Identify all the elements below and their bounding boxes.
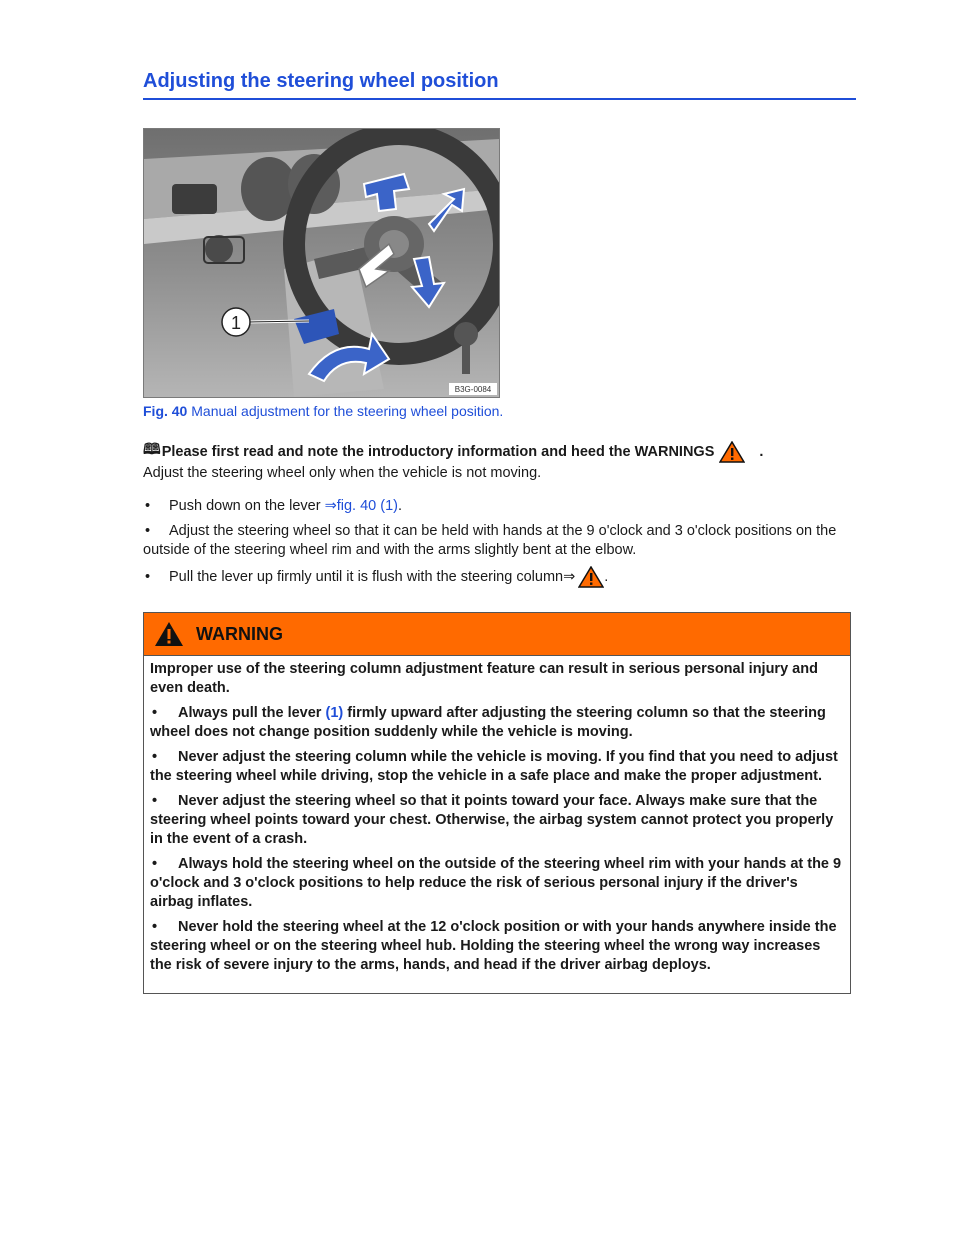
warning-label: WARNING [196, 623, 283, 644]
warning-header [144, 613, 850, 656]
callout-number: 1 [230, 313, 242, 333]
warning-triangle-icon[interactable] [719, 441, 745, 463]
warning-arrow[interactable]: ⇒ [563, 568, 576, 585]
bullet-icon: • [145, 523, 151, 539]
step-item: • Pull the lever up firmly until it is flush with the steering column ⇒ . [143, 566, 843, 588]
warning-item: • Never adjust the steering column while the vehicle is moving. If you find that you need to adjust the steering wheel while driving, stop the vehicle in a safe place and make the proper adjustment. [150, 749, 838, 784]
figure-caption [143, 403, 503, 419]
warning-box [143, 612, 851, 994]
bullet-icon: • [145, 568, 151, 585]
warning-body [144, 656, 850, 975]
step-item: • Push down on the lever ⇒fig. 40 (1). [145, 498, 403, 514]
warning-item: • Never adjust the steering wheel so that it points toward your face. Always make sure that the steering wheel points toward your chest. Otherwise, the airbag system cannot protect you properly in the event of a crash. [150, 793, 834, 847]
fig-40-link[interactable]: ⇒fig. 40 (1) [324, 498, 398, 514]
intro-text: Please first read and note the introductory information and heed the WARNINGS [161, 443, 715, 460]
warning-icon [154, 621, 184, 647]
steering-wheel-figure [143, 128, 500, 398]
lever-link[interactable]: (1) [325, 705, 344, 721]
intro-note [143, 439, 763, 464]
warning-triangle-icon[interactable] [578, 566, 604, 588]
warning-item: • Always hold the steering wheel on the outside of the steering wheel rim with your hands at the 9 o'clock and 3 o'clock positions to help reduce the risk of serious personal injury if the driver's airbag inflates. [150, 856, 842, 910]
step-item: • Adjust the steering wheel so that it can be held with hands at the 9 o'clock and 3 o'clock positions on the outside of the steering wheel rim and with the arms slightly bent at the elbow. [143, 523, 837, 558]
caption-fig-number: Fig. 40 [143, 403, 188, 419]
caption-text: Manual adjustment for the steering wheel position. [187, 403, 504, 419]
warning-item: • Never hold the steering wheel at the 12 o'clock position or with your hands anywhere inside the steering wheel or on the steering wheel hub. Holding the steering wheel the wrong way increases the risk of severe injury to the arms, hands, and head if the driver airbag deploys. [150, 919, 837, 973]
intro-suffix: . [759, 443, 764, 460]
steering-wheel-illustration [144, 129, 499, 397]
warning-intro: Improper use of the steering column adjustment feature can result in serious personal injury and even death. [150, 661, 818, 696]
bullet-icon: • [145, 498, 151, 514]
figure-code: B3G-0084 [454, 385, 492, 394]
book-icon: 🕮 [143, 441, 161, 458]
body-paragraph: Adjust the steering wheel only when the vehicle is not moving. [143, 465, 542, 481]
warning-item: • Always pull the lever (1) firmly upward after adjusting the steering column so that the steering wheel does not change position suddenly while the vehicle is moving. [150, 705, 826, 740]
page-title: Adjusting the steering wheel position [143, 70, 856, 100]
